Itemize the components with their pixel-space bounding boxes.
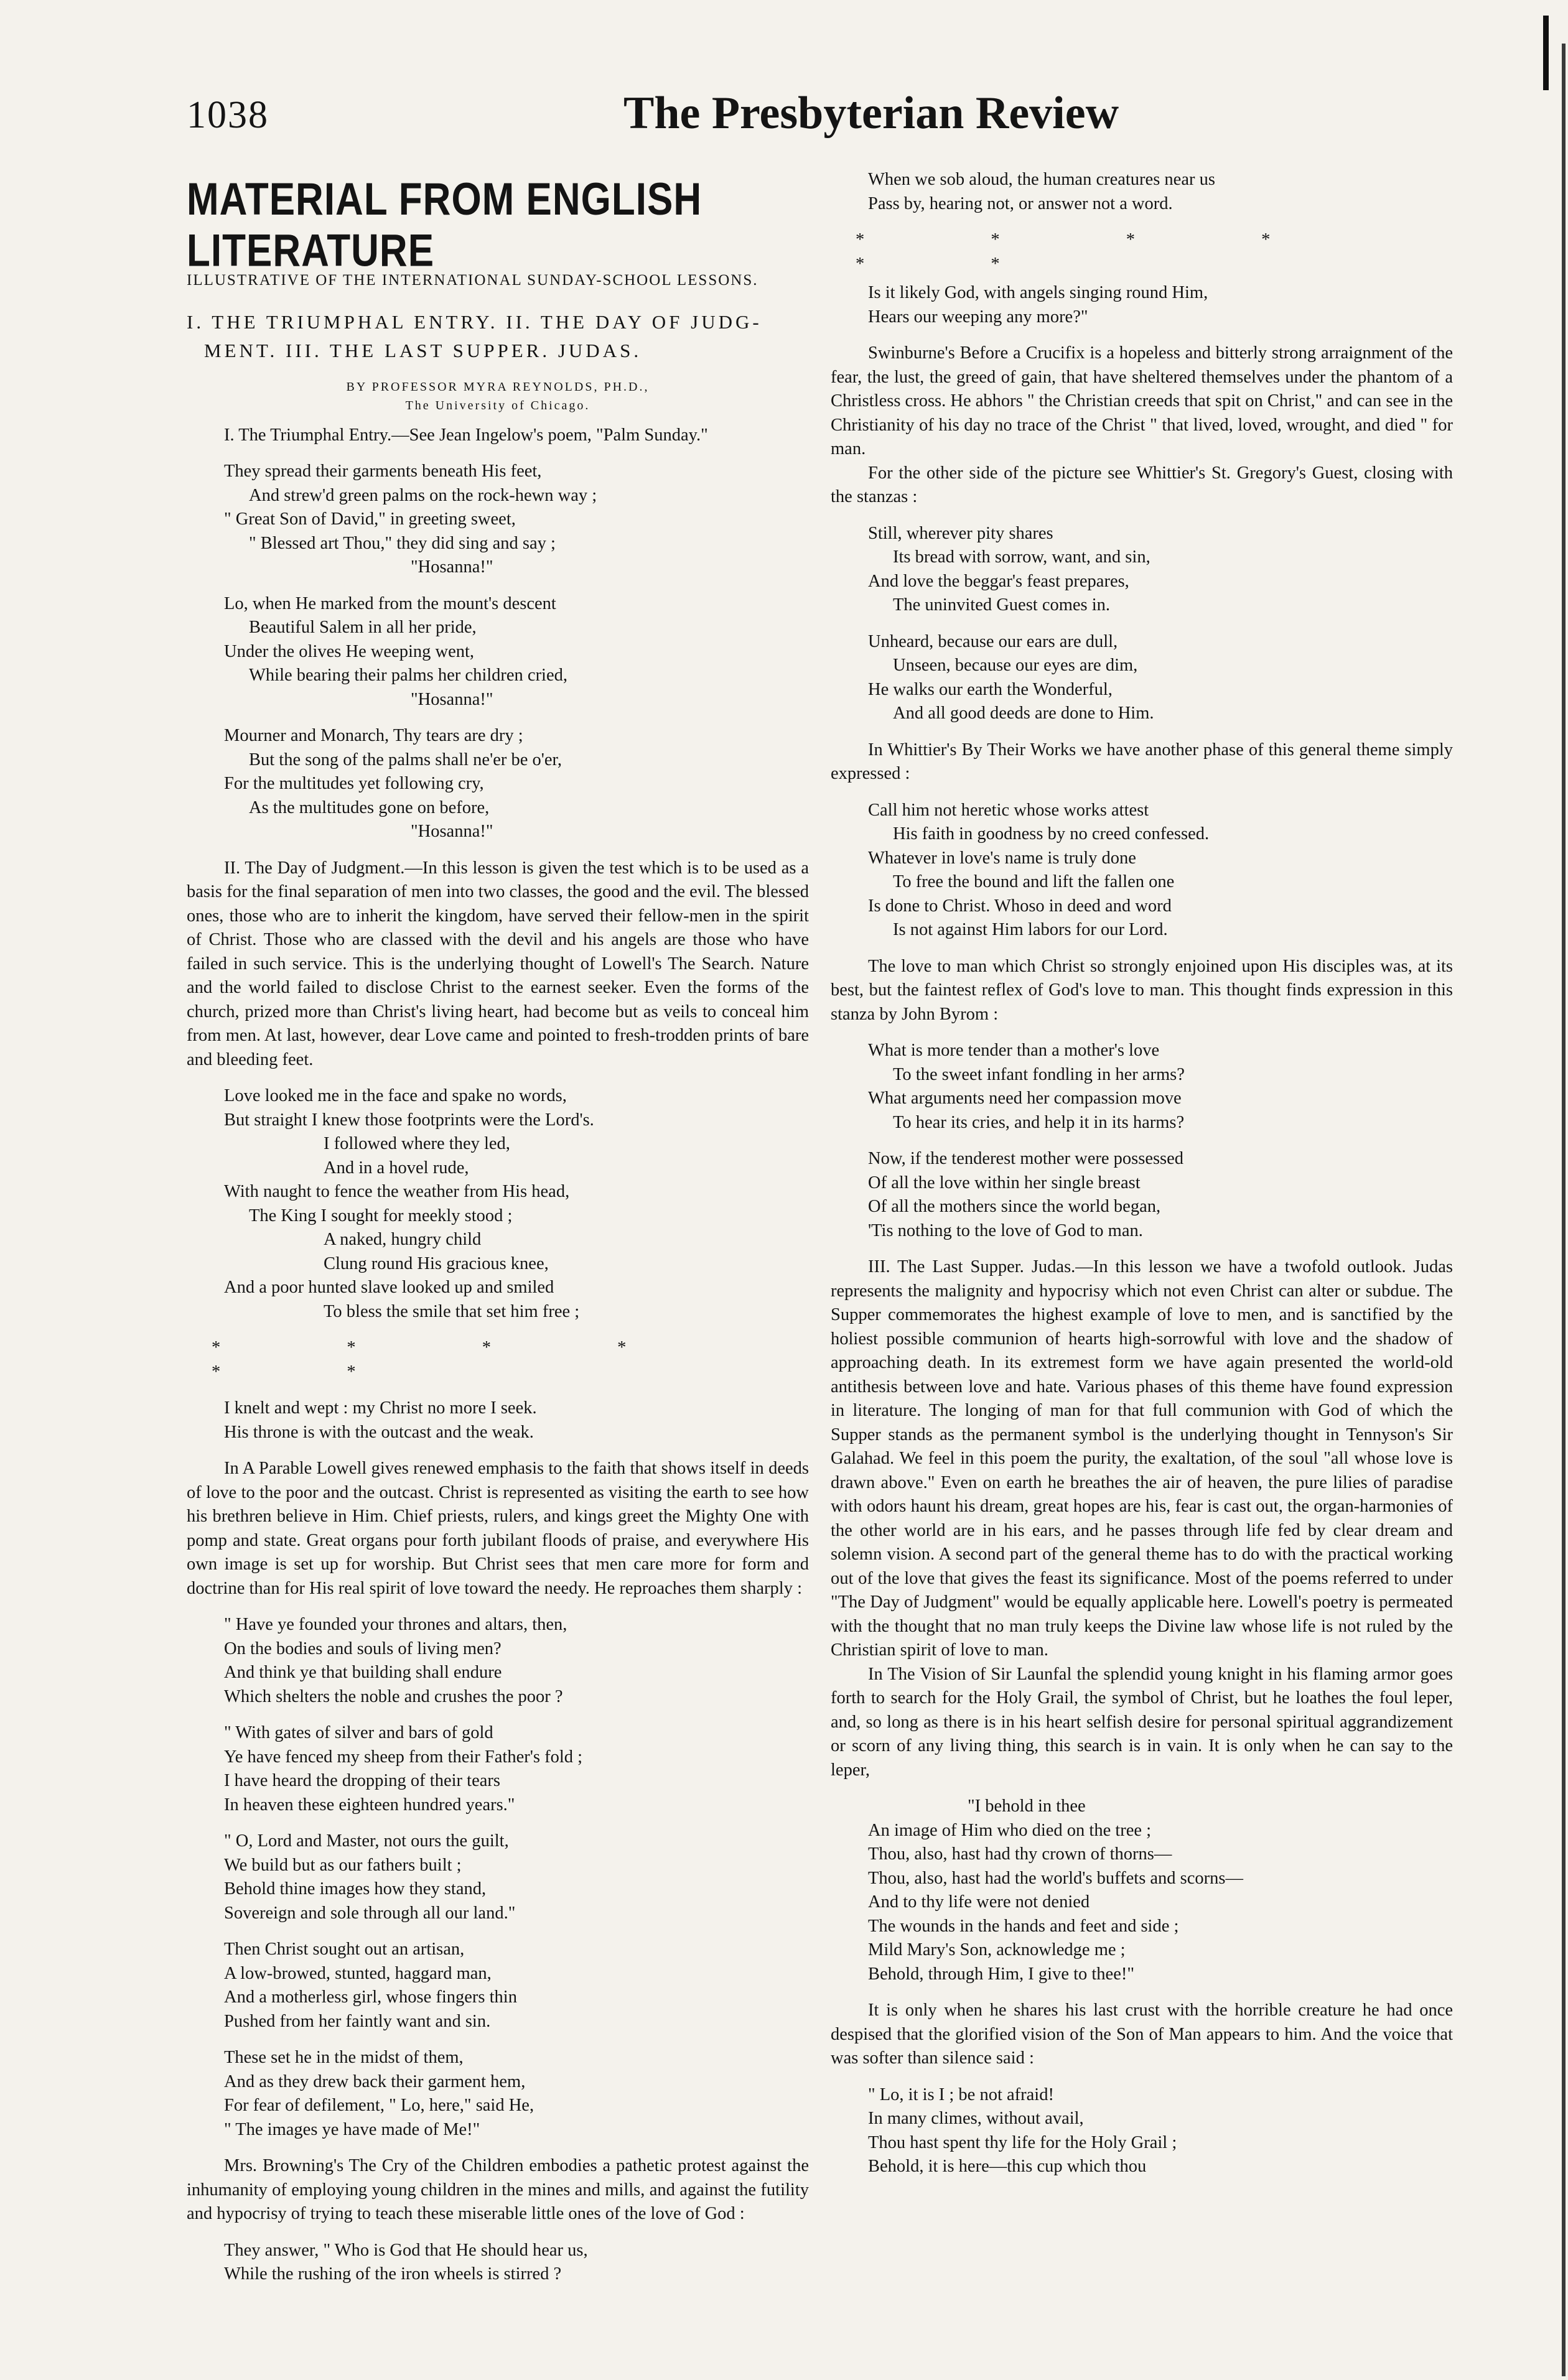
poem-line: " Great Son of David," in greeting sweet, <box>224 509 516 529</box>
poem-line: He walks our earth the Wonderful, <box>868 679 1113 699</box>
paragraph: II. The Day of Judgment.—In this lesson is given the test which is to be used as a basis for the final separation of men into two classes, the good and the evil. The blessed ones, those who are to inherit the kingdom, have served their fellow-men in the spirit of Christ. Those who are classed with the devil and his angels are those who have failed in such service. This is the underlying thought of Lowell's The Search. Nature and the world failed to disclose Christ to the earnest seeker. Even the forms of the church, prized more than Christ's living heart, had become but as veils to conceal him from men. At last, however, dear Love came and pointed to fresh-trodden prints of bare and bleeding feet. <box>187 858 809 1069</box>
poem-stanza <box>868 630 1453 726</box>
poem-line: I knelt and wept : my Christ no more I seek. <box>224 1398 537 1418</box>
poem-line: " With gates of silver and bars of gold <box>224 1723 493 1742</box>
poem-line: Thou, also, hast had the world's buffets and scorns— <box>868 1868 1244 1888</box>
poem-line: Whatever in love's name is truly done <box>868 848 1136 868</box>
poem-line: To free the bound and lift the fallen one <box>893 872 1175 891</box>
paragraph: In A Parable Lowell gives renewed emphasis to the faith that shows itself in deeds of love to the poor and the outcast. Christ is represented as visiting the earth to see how his brethren believe in Him. Chief priests, rulers, and kings greet the Mighty One with pomp and state. Great organs pour forth jubilant floods of praise, and everywhere His own image is set up for worship. But Christ sees that men care more for form and doctrine than for His real spirit of love toward the needy. He reproaches them sharply : <box>187 1459 809 1598</box>
poem-line: "I behold in thee <box>968 1797 1086 1816</box>
poem-line: "Hosanna!" <box>411 557 493 577</box>
poem-line: An image of Him who died on the tree ; <box>868 1820 1152 1840</box>
poem-stanza <box>224 724 809 844</box>
poem-line: Mourner and Monarch, Thy tears are dry ; <box>224 726 523 745</box>
poem-line: Is not against Him labors for our Lord. <box>893 920 1168 939</box>
poem-line: And all good deeds are done to Him. <box>893 704 1154 723</box>
poem-line: Is done to Christ. Whoso in deed and word <box>868 896 1172 916</box>
byline-affiliation: The University of Chicago. <box>405 398 590 412</box>
poem-line: In many climes, without avail, <box>868 2109 1084 2128</box>
paragraph: III. The Last Supper. Judas.—In this lesson we have a twofold outlook. Judas represents the malignity and hypocrisy which not even Christ can alter or subdue. The Supper commemorates the highest example of love to men, and is sanctified by the holiest possible communion of hearts high-sorrowful with love and the shadow of approaching death. In its extremest form we have again presented the world-old antithesis between love and hate. Various phases of this theme have found expression in literature. The longing of man for that full communion with God of which the Supper stands as the permanent symbol is the underlying thought in Tennyson's Sir Galahad. We feel in this poem the purity, the exaltation, of the soul "all whose love is drawn above." Even on earth he breathes the air of heaven, the pure lilies of paradise with odors haunt his dream, great hopes are his, fear is cast out, the organ-harmonies of the other world are in his ears, and he passes through life fed by clear dream and solemn vision. A second part of the general theme has to do with the practical working out of the love that gives the feast its significance. Most of the poems referred to under "The Day of Judgment" would be equally applicable here. Lowell's poetry is permeated with the thought that no man truly keeps the Divine law whose life is not ruled by the Christian spirit of love to man. <box>831 1257 1453 1660</box>
poem-line: And strew'd green palms on the rock-hewn way ; <box>249 485 597 505</box>
paragraph: The love to man which Christ so strongly enjoined upon His disciples was, at its best, but the faintest reflex of God's love to man. This thought finds expression in this stanza by John Byrom : <box>831 956 1453 1024</box>
poem-stanza <box>224 592 809 712</box>
paragraph: I. The Triumphal Entry.—See Jean Ingelow's poem, "Palm Sunday." <box>224 425 708 445</box>
article-subtitle: ILLUSTRATIVE OF THE INTERNATIONAL SUNDAY-SCHOOL LESSONS. <box>187 272 758 289</box>
poem-line: Which shelters the noble and crushes the poor ? <box>224 1686 563 1706</box>
poem-stanza <box>868 1795 1453 1986</box>
section-line: I. THE TRIUMPHAL ENTRY. II. THE DAY OF JUDG- <box>187 310 762 333</box>
poem-line: In heaven these eighteen hundred years." <box>224 1795 515 1815</box>
poem-stanza <box>868 281 1453 329</box>
poem-line: And think ye that building shall endure <box>224 1663 502 1682</box>
poem-line: And as they drew back their garment hem, <box>224 2071 526 2091</box>
poem-line: The King I sought for meekly stood ; <box>249 1206 513 1225</box>
poem-line: The wounds in the hands and feet and side ; <box>868 1916 1179 1936</box>
poem-line: They spread their garments beneath His feet, <box>224 462 542 481</box>
poem-line: Pass by, hearing not, or answer not a word. <box>868 193 1173 213</box>
poem-line: While the rushing of the iron wheels is stirred ? <box>224 2264 562 2284</box>
poem-line: Behold thine images how they stand, <box>224 1879 487 1899</box>
poem-line: Pushed from her faintly want and sin. <box>224 2011 491 2031</box>
paragraph: Mrs. Browning's The Cry of the Children embodies a pathetic protest against the inhumanity of employing young children in the mines and mills, and against the futility and hypocrisy of trying to teach these miserable little ones of the love of God : <box>187 2156 809 2223</box>
poem-stanza <box>224 2046 809 2142</box>
poem-line: What is more tender than a mother's love <box>868 1041 1160 1060</box>
poem-line: 'Tis nothing to the love of God to man. <box>868 1220 1143 1240</box>
poem-line: Love looked me in the face and spake no words, <box>224 1086 567 1105</box>
poem-line: Now, if the tenderest mother were possessed <box>868 1149 1184 1168</box>
poem-stanza <box>868 168 1453 216</box>
poem-line: To the sweet infant fondling in her arms? <box>893 1064 1185 1084</box>
poem-stanza <box>224 1721 809 1817</box>
poem-line: Of all the mothers since the world began, <box>868 1197 1161 1216</box>
poem-line: I followed where they led, <box>324 1134 510 1153</box>
poem-line: Thou, also, hast had thy crown of thorns— <box>868 1844 1172 1864</box>
article-title: MATERIAL FROM ENGLISH LITERATURE <box>187 174 702 277</box>
poem-line: Unseen, because our eyes are dim, <box>893 656 1138 675</box>
poem-line: I have heard the dropping of their tears <box>224 1771 500 1790</box>
poem-line: His throne is with the outcast and the weak. <box>224 1422 534 1442</box>
running-title: The Presbyterian Review <box>623 88 1119 139</box>
poem-stanza <box>224 1613 809 1709</box>
poem-stanza <box>868 1039 1453 1135</box>
paragraph: Swinburne's Before a Crucifix is a hopeless and bitterly strong arraignment of the fear, the lust, the greed of gain, that have sheltered themselves under the phantom of a Christless cross. He abhors " the Christian creeds that spit on Christ," and can see in the Christianity of his day no trace of the Christ " that lived, loved, wrought, and died " for man. <box>831 343 1453 458</box>
poem-line: Sovereign and sole through all our land." <box>224 1903 516 1923</box>
poem-line: As the multitudes gone on before, <box>249 797 490 817</box>
poem-stanza <box>224 460 809 580</box>
poem-stanza <box>224 1084 809 1324</box>
poem-line: A naked, hungry child <box>324 1230 482 1249</box>
poem-line: But the song of the palms shall ne'er be o'er, <box>249 750 562 769</box>
left-column <box>187 174 809 2299</box>
poem-line: We build but as our fathers built ; <box>224 1855 462 1875</box>
paragraph: It is only when he shares his last crust with the horrible creature he had once despised that the glorified vision of the Son of Man appears to him. And the voice that was softer than silence said : <box>831 2001 1453 2068</box>
poem-line: To bless the smile that set him free ; <box>324 1301 580 1321</box>
poem-line: " Lo, it is I ; be not afraid! <box>868 2085 1054 2104</box>
poem-line: And in a hovel rude, <box>324 1158 469 1178</box>
poem-stanza <box>868 1147 1453 1243</box>
poem-line: Behold, it is here—this cup which thou <box>868 2157 1147 2176</box>
ellipsis-stars: * * * * * * <box>212 1338 688 1382</box>
poem-stanza <box>868 522 1453 618</box>
poem-line: "Hosanna!" <box>411 822 493 841</box>
poem-stanza <box>224 1829 809 1925</box>
poem-line: For fear of defilement, " Lo, here," said He, <box>224 2096 534 2115</box>
poem-line: Lo, when He marked from the mount's descent <box>224 593 556 613</box>
poem-line: Its bread with sorrow, want, and sin, <box>893 547 1150 567</box>
poem-stanza <box>224 2239 809 2287</box>
paragraph: For the other side of the picture see Whittier's St. Gregory's Guest, closing with the stanzas : <box>831 463 1453 506</box>
poem-line: " Blessed art Thou," they did sing and say ; <box>249 533 556 553</box>
poem-line: Clung round His gracious knee, <box>324 1253 549 1273</box>
ellipsis-stars: * * * * * * <box>856 230 1332 274</box>
poem-line: Unheard, because our ears are dull, <box>868 631 1118 651</box>
poem-stanza <box>868 2083 1453 2179</box>
poem-line: On the bodies and souls of living men? <box>224 1639 502 1658</box>
poem-line: And a motherless girl, whose fingers thin <box>224 1987 517 2007</box>
poem-stanza <box>224 1397 809 1444</box>
poem-line: Still, wherever pity shares <box>868 523 1053 543</box>
poem-line: " Have ye founded your thrones and altars, then, <box>224 1615 567 1634</box>
page-number: 1038 <box>187 94 269 136</box>
poem-line: These set he in the midst of them, <box>224 2048 464 2067</box>
poem-line: " O, Lord and Master, not ours the guilt, <box>224 1831 509 1851</box>
poem-line: They answer, " Who is God that He should hear us, <box>224 2240 588 2260</box>
poem-line: And a poor hunted slave looked up and smiled <box>224 1278 554 1297</box>
page-edge-mark <box>1543 16 1549 90</box>
poem-line: The uninvited Guest comes in. <box>893 595 1111 615</box>
poem-line: When we sob aloud, the human creatures near us <box>868 170 1215 189</box>
poem-line: Hears our weeping any more?" <box>868 307 1088 327</box>
poem-line: Beautiful Salem in all her pride, <box>249 618 477 637</box>
poem-line: Call him not heretic whose works attest <box>868 800 1149 820</box>
paragraph: In Whittier's By Their Works we have another phase of this general theme simply expressed : <box>831 740 1453 783</box>
poem-line: Ye have fenced my sheep from their Father's fold ; <box>224 1747 583 1767</box>
paragraph: In The Vision of Sir Launfal the splendid young knight in his flaming armor goes forth to search for the Holy Grail, the symbol of Christ, but he loathes the foul leper, and, so long as there is in his heart selfish desire for personal spiritual aggrandizement or scorn of any living thing, this search is in vain. It is only when he can say to the leper, <box>831 1664 1453 1780</box>
section-list <box>187 308 809 365</box>
poem-line: His faith in goodness by no creed confessed. <box>893 824 1210 844</box>
right-column <box>831 168 1453 2192</box>
poem-line: Of all the love within her single breast <box>868 1173 1141 1192</box>
poem-line: And love the beggar's feast prepares, <box>868 571 1129 591</box>
poem-line: Under the olives He weeping went, <box>224 641 475 661</box>
poem-line: But straight I knew those footprints were the Lord's. <box>224 1110 594 1130</box>
poem-line: " The images ye have made of Me!" <box>224 2119 480 2139</box>
poem-line: While bearing their palms her children cried, <box>249 666 567 685</box>
poem-stanza <box>224 1938 809 2034</box>
poem-line: Mild Mary's Son, acknowledge me ; <box>868 1940 1126 1959</box>
page-edge-shadow <box>1562 44 1566 2376</box>
section-line: MENT. III. THE LAST SUPPER. JUDAS. <box>204 339 642 361</box>
poem-line: Behold, through Him, I give to thee!" <box>868 1964 1134 1984</box>
poem-line: And to thy life were not denied <box>868 1892 1090 1912</box>
poem-line: "Hosanna!" <box>411 689 493 709</box>
poem-stanza <box>868 799 1453 942</box>
poem-line: A low-browed, stunted, haggard man, <box>224 1963 492 1983</box>
poem-line: To hear its cries, and help it in its harms? <box>893 1112 1185 1132</box>
poem-line: For the multitudes yet following cry, <box>224 774 484 793</box>
poem-line: What arguments need her compassion move <box>868 1089 1182 1108</box>
poem-line: Thou hast spent thy life for the Holy Grail ; <box>868 2132 1177 2152</box>
poem-line: Is it likely God, with angels singing round Him, <box>868 283 1208 302</box>
poem-line: Then Christ sought out an artisan, <box>224 1940 465 1959</box>
poem-line: With naught to fence the weather from His head, <box>224 1182 570 1201</box>
byline-author: BY PROFESSOR MYRA REYNOLDS, PH.D., <box>346 379 650 394</box>
